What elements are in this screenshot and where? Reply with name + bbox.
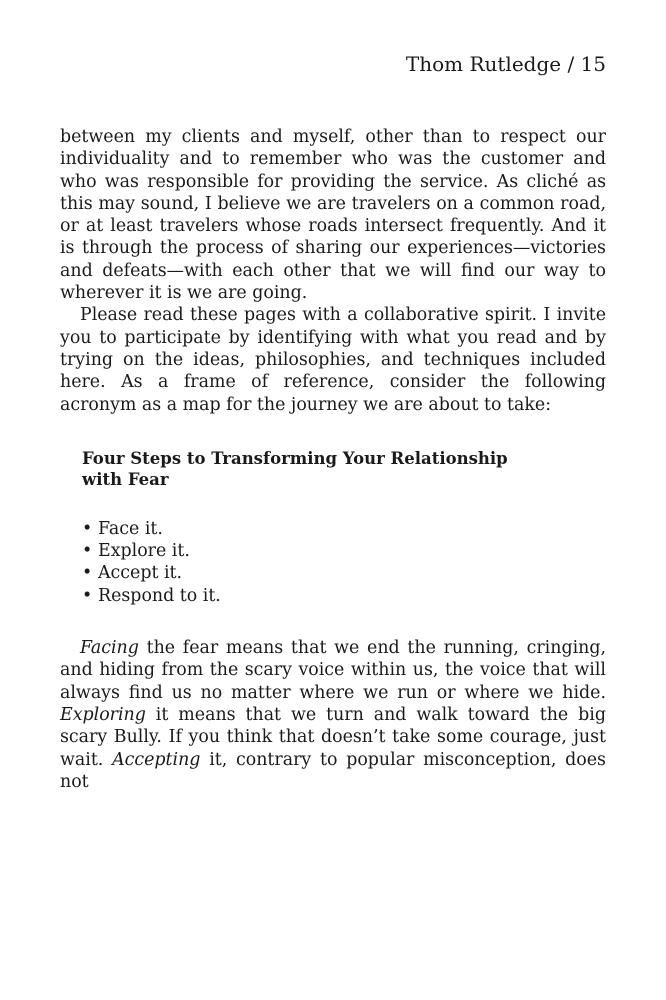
list-item-text: Accept it. [98,563,183,584]
exploring-term: Exploring [60,704,146,725]
exploring-text: it means that we turn and walk toward the big scary Bully. If you think that doesn’t take some courage, just wait. [60,704,606,770]
list-item-text: Explore it. [98,541,190,562]
list-item [82,540,606,562]
accepting-term: Accepting [112,749,201,770]
facing-term: Facing [80,638,139,659]
list-item-text: Respond to it. [98,585,221,606]
list-item [82,518,606,540]
facing-text: the fear means that we end the running, cringing, and hiding from the scary voice within us, the voice that will always find us no matter where we run or where we hide. [60,638,606,703]
accepting-text: it, contrary to popular misconception, does not [60,749,606,792]
list-item [82,562,606,584]
list-item-text: Face it. [98,518,163,539]
bullet-icon: • [82,541,93,562]
running-head: Thom Rutledge / 15 [405,52,606,76]
list-item [82,585,606,607]
section-heading: Four Steps to Transforming Your Relationship with Fear [82,448,508,489]
bullet-icon: • [82,563,93,584]
steps-list [60,518,606,607]
bullet-icon: • [82,585,93,606]
book-page [60,50,606,793]
body-paragraph-3 [60,637,606,793]
bullet-icon: • [82,518,93,539]
body-paragraph-1: between my clients and myself, other than to respect our individuality and to remember who was the customer and who was responsible for providing the service. As cliché as this may sound, I believe we are travelers on a common road, or at least travelers whose roads intersect frequently. And it is through the process of sharing our experiences—victories and defeats—with each other that we will find our way to wherever it is we are going. [60,127,606,304]
body-paragraph-2: Please read these pages with a collaborative spirit. I invite you to participate by identifying with what you read and by trying on the ideas, philosophies, and techniques included here. As a frame of reference, consider the following acronym as a map for the journey we are about to take: [60,305,606,415]
